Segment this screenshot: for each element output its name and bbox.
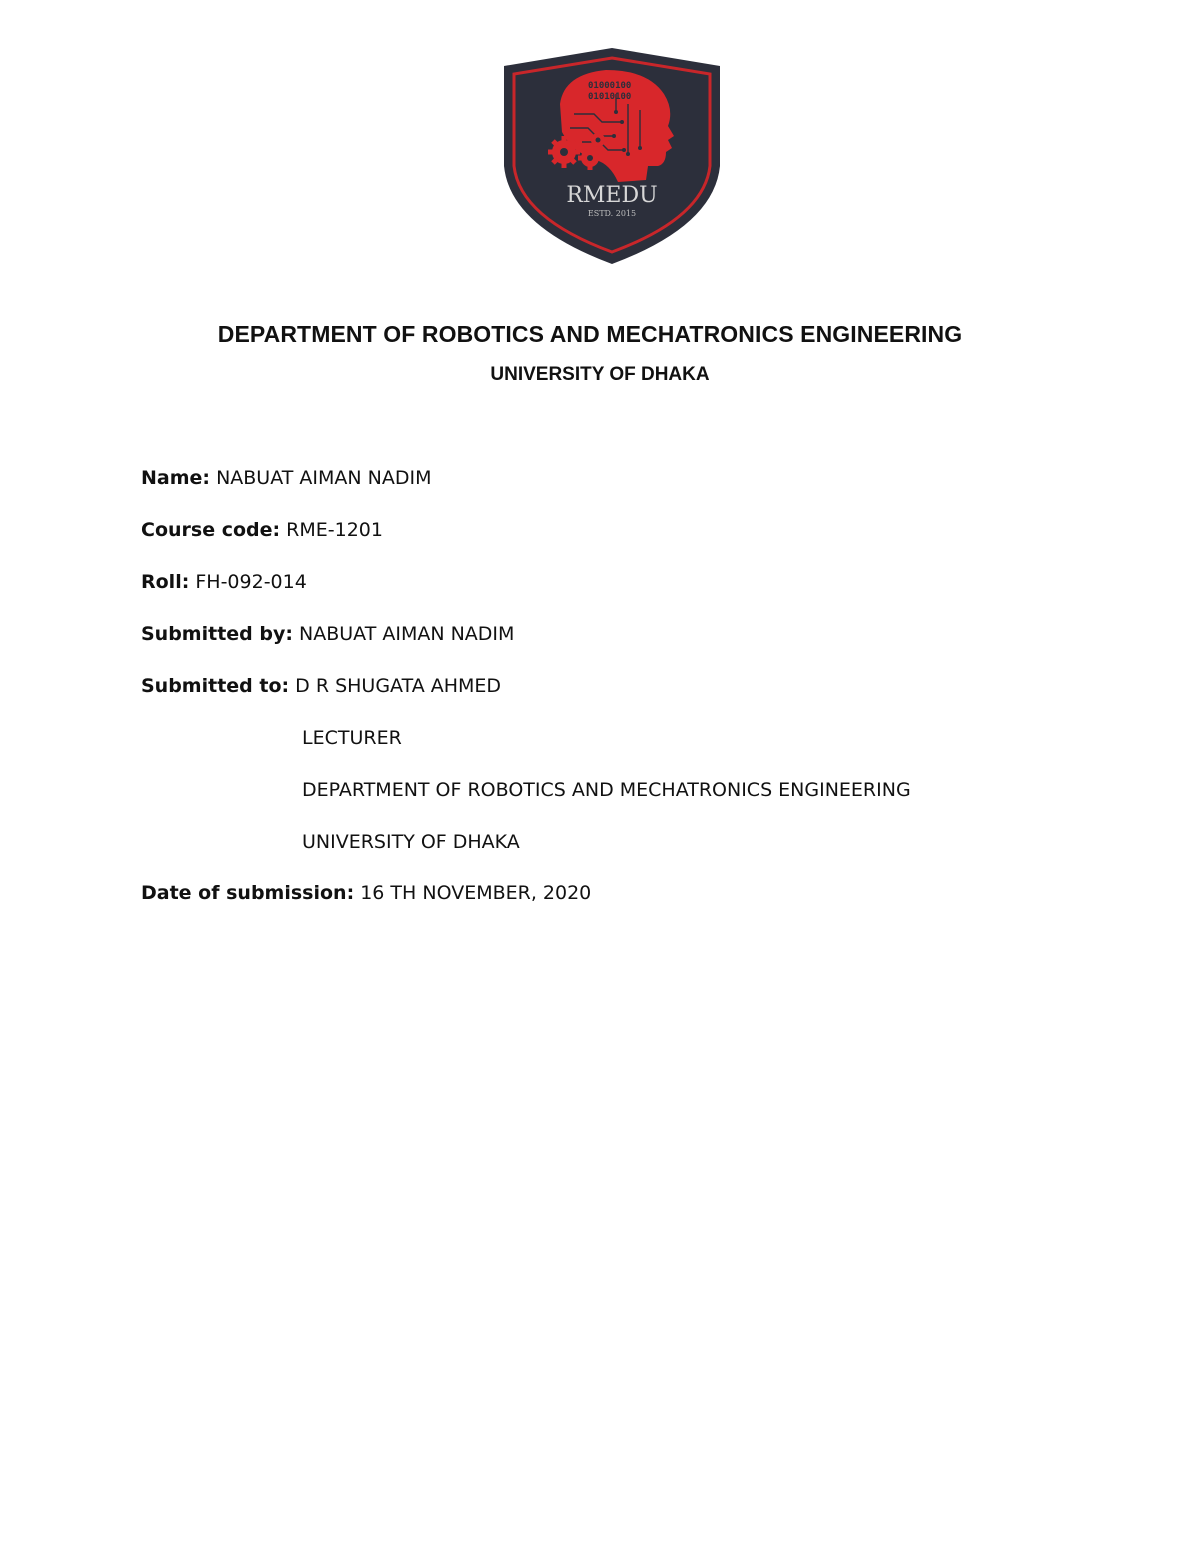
submitted-to-value: D R SHUGATA AHMED xyxy=(295,675,502,697)
submitted-to-title: LECTURER xyxy=(302,727,402,749)
submitted-to-university: UNIVERSITY OF DHAKA xyxy=(302,831,520,853)
date-field xyxy=(141,882,591,904)
binary-top-text: 01000100 xyxy=(588,81,632,91)
rmedu-logo xyxy=(498,44,726,268)
roll-label: Roll: xyxy=(141,571,190,593)
university-heading: UNIVERSITY OF DHAKA xyxy=(490,364,710,385)
roll-field xyxy=(141,571,307,593)
date-value: 16 TH NOVEMBER, 2020 xyxy=(360,882,592,904)
name-value: NABUAT AIMAN NADIM xyxy=(216,467,432,489)
course-code-label: Course code: xyxy=(141,519,281,541)
date-label: Date of submission: xyxy=(141,882,355,904)
name-label: Name: xyxy=(141,467,211,489)
binary-bottom-text: 01010100 xyxy=(588,92,632,102)
submitted-to-field xyxy=(141,675,501,697)
logo-wordmark: RMEDU xyxy=(566,183,658,208)
submitted-by-label: Submitted by: xyxy=(141,623,293,645)
course-code-value: RME-1201 xyxy=(286,519,383,541)
name-field xyxy=(141,467,431,489)
roll-value: FH-092-014 xyxy=(195,571,307,593)
logo-estd: ESTD. 2015 xyxy=(587,209,637,218)
submitted-by-value: NABUAT AIMAN NADIM xyxy=(299,623,515,645)
submitted-by-field xyxy=(141,623,514,645)
department-heading: DEPARTMENT OF ROBOTICS AND MECHATRONICS ENGINEERING xyxy=(217,321,963,347)
submitted-to-label: Submitted to: xyxy=(141,675,290,697)
submitted-to-department: DEPARTMENT OF ROBOTICS AND MECHATRONICS ENGINEERING xyxy=(302,779,911,801)
course-code-field xyxy=(141,519,383,541)
shield-icon xyxy=(498,44,726,268)
